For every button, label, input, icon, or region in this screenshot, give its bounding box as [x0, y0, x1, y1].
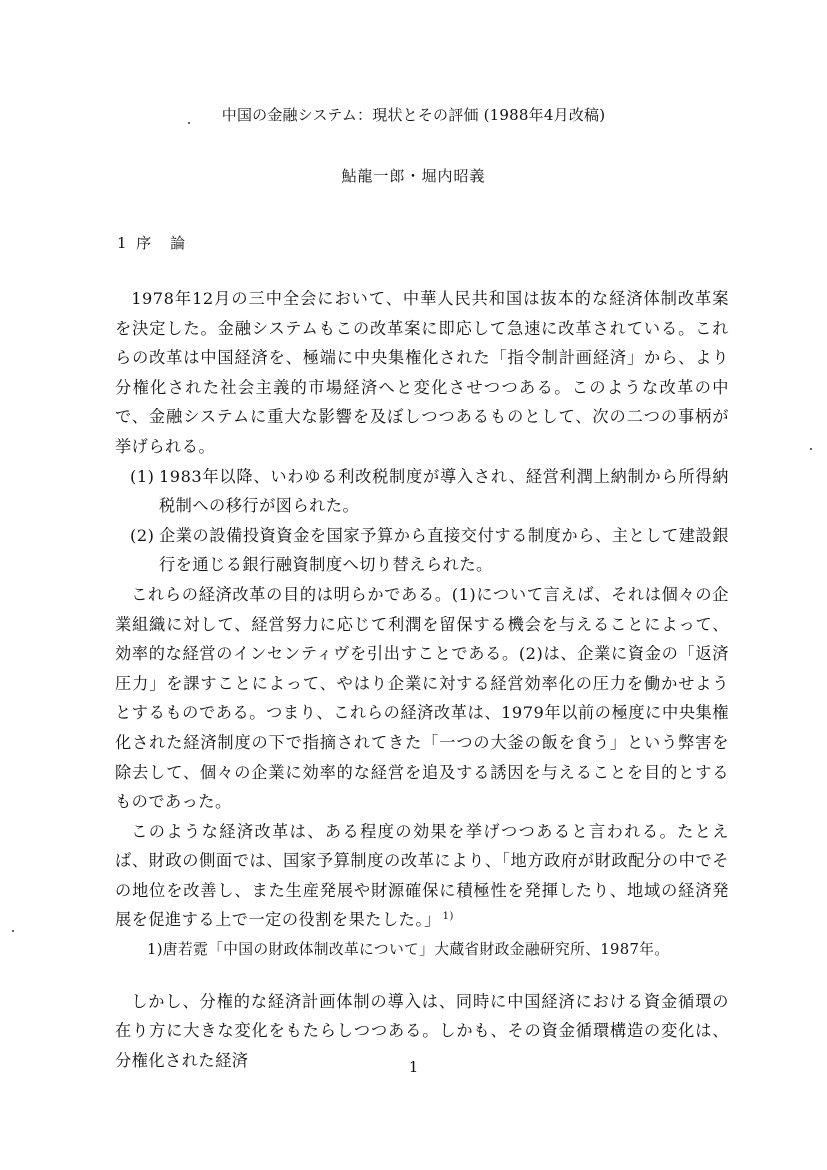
list-item-text: 1983年以降、いわゆる利改税制度が導入され、経営利潤上納制から所得納税制への移行が図られた。 — [159, 466, 729, 516]
section-heading: 1 序 論 — [117, 234, 186, 252]
footnote-reference: 1) — [442, 911, 454, 923]
list-item — [115, 521, 729, 580]
document-title: 中国の金融システム：現状とその評価 (1988年4月改稿) — [221, 106, 606, 124]
page-number: 1 — [408, 1058, 419, 1076]
footnote: 1)唐若霓「中国の財政体制改革について」大蔵省財政金融研究所、1987年。 — [147, 941, 670, 959]
document-body — [115, 284, 729, 1075]
list-item-text: 企業の設備投資資金を国家予算から直接交付する制度から、主として建設銀行を通じる銀行融資制度へ切り替えられた。 — [159, 525, 729, 575]
list-item-number: (2) — [130, 525, 155, 545]
scan-speck — [810, 448, 812, 450]
paragraph-however: しかし、分権的な経済計画体制の導入は、同時に中国経済における資金循環の在り方に大きな変化をもたらしつつある。しかも、その資金循環構造の変化は、分権化された経済 — [115, 991, 729, 1070]
list-item-number: (1) — [130, 466, 155, 486]
paragraph-intro: 1978年12月の三中全会において、中華人民共和国は抜本的な経済体制改革案を決定した。金融システムもこの改革案に即応して急速に改革されている。これらの改革は中国経済を、極端に中央集権化された「指令制計画経済」から、より分権化された社会主義的市場経済へと変化させつつある。このような改革の中で、金融システムに重大な影響を及ぼしつつあるものとして、次の二つの事柄が挙げられる。 — [115, 289, 729, 456]
scan-speck — [188, 122, 190, 124]
document-authors: 鮎龍一郎・堀内昭義 — [341, 167, 486, 185]
scan-speck — [12, 930, 14, 932]
list-item — [115, 462, 729, 521]
paragraph-gap — [115, 965, 729, 987]
paragraph-effects — [115, 817, 729, 935]
paragraph-aims: これらの経済改革の目的は明らかである。(1)について言えば、それは個々の企業組織に対して、経営努力に応じて利潤を留保する機会を与えることによって、効率的な経営のインセンティヴを引出すことである。(2)は、企業に資金の「返済圧力」を課すことによって、やはり企業に対する経営効率化の圧力を働かせようとするものである。つまり、これらの経済改革は、1979年以前の極度に中央集権化された経済制度の下で指摘されてきた「一つの大釜の飯を食う」という弊害を除去して、個々の企業に効率的な経営を追及する誘因を与えることを目的とするものであった。 — [115, 584, 729, 812]
paragraph-effects-text: このような経済改革は、ある程度の効果を挙げつつあると言われる。たとえば、財政の側面では、国家予算制度の改革により、「地方政府が財政配分の中でその地位を改善し、また生産発展や財源確保に積極性を発揮したり、地域の経済発展を促進する上で一定の役割を果たした。」 — [115, 821, 729, 930]
